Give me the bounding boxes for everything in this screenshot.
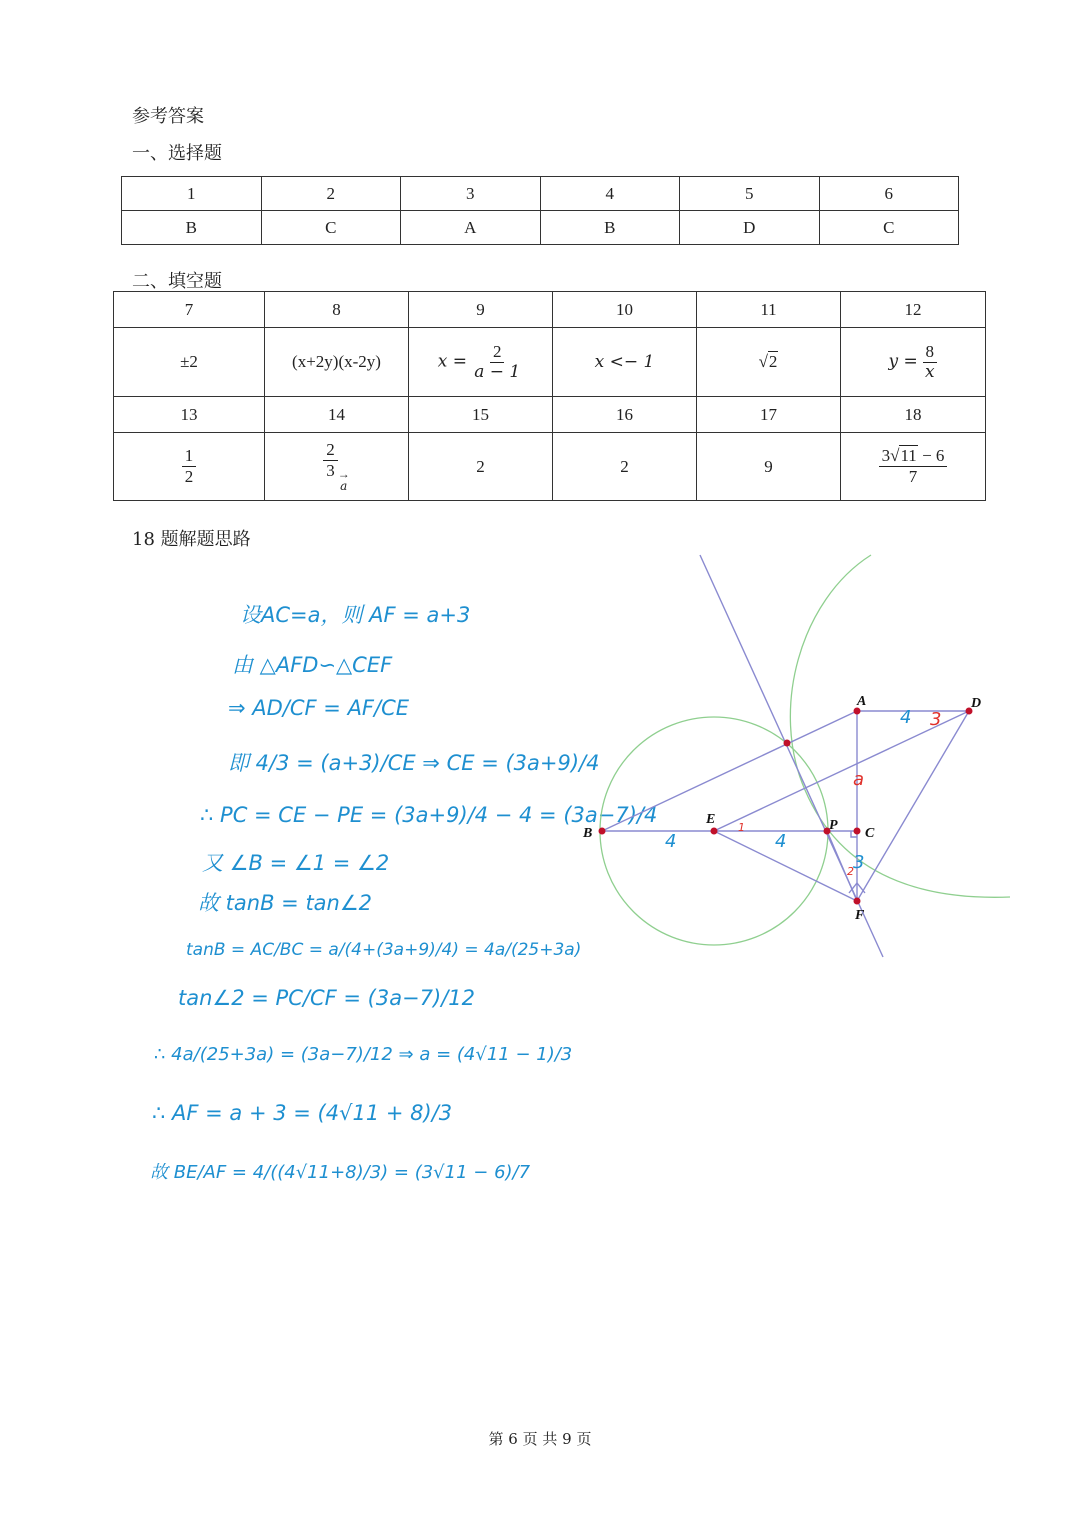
hw-line: ∴ PC = CE − PE = (3a+9)/4 − 4 = (3a−7)/4 [200, 803, 658, 827]
length-label-CF: 3 [853, 852, 865, 873]
fraction [182, 447, 197, 486]
question-number: 4 [540, 177, 680, 211]
point-intersection [784, 740, 791, 747]
length-label-AC: a [853, 769, 865, 790]
answer-cell [697, 328, 841, 397]
numerator-tail: − 6 [917, 446, 945, 466]
question-number: 8 [265, 292, 409, 328]
section-heading-fill: 二、填空题 [132, 271, 222, 292]
answer-cell [841, 328, 986, 397]
answer-cell: B [540, 211, 680, 245]
question-number: 10 [553, 292, 697, 328]
question-number: 14 [265, 397, 409, 433]
answer-cell: 2 [409, 433, 553, 501]
label-P: P [829, 818, 838, 833]
answer-cell: (x+2y)(x-2y) [265, 328, 409, 397]
answer-cell: 2 [553, 433, 697, 501]
answer-cell: C [819, 211, 959, 245]
question-number: 5 [680, 177, 820, 211]
question-number: 6 [819, 177, 959, 211]
label-B: B [583, 826, 593, 841]
denominator: 3 [326, 460, 335, 480]
segment-DF [857, 711, 969, 901]
handwritten-solution [140, 590, 658, 1230]
math-lhs: y = [888, 350, 918, 371]
answer-cell: B [122, 211, 262, 245]
vector-a [338, 468, 350, 492]
question-number: 7 [114, 292, 265, 328]
answer-cell [409, 328, 553, 397]
answer-cell: A [401, 211, 541, 245]
question-number: 2 [261, 177, 401, 211]
solution-heading: 18 题解题思路 [132, 529, 251, 550]
hw-line: 故 BE/AF = 4/((4√11+8)/3) = (3√11 − 6)/7 [150, 1162, 531, 1183]
label-D: D [971, 696, 982, 711]
question-number: 16 [553, 397, 697, 433]
label-A: A [857, 694, 867, 709]
vector-letter: a [340, 479, 348, 494]
label-E: E [706, 812, 716, 827]
denominator: 2 [184, 467, 194, 486]
question-number: 1 [122, 177, 262, 211]
length-label-BE: 4 [665, 831, 677, 852]
answer-cell: 9 [697, 433, 841, 501]
point-C [854, 828, 861, 835]
hw-line: 由 △AFD∽△CEF [232, 653, 393, 677]
coefficient: 3 [881, 446, 891, 466]
question-number: 12 [841, 292, 986, 328]
section-heading-choice: 一、选择题 [132, 143, 222, 164]
numerator: 2 [323, 441, 338, 461]
fraction [922, 343, 938, 382]
vector-arrow-icon: → [337, 467, 350, 482]
angle-label-1: 1 [738, 821, 745, 834]
answer-cell [114, 433, 265, 501]
segment-BA [602, 711, 857, 831]
math-lhs: x = [437, 350, 467, 371]
numerator [879, 447, 948, 467]
label-C: C [865, 826, 875, 841]
question-number: 17 [697, 397, 841, 433]
numerator: 8 [923, 343, 938, 363]
fraction [879, 447, 948, 486]
point-E [711, 828, 718, 835]
denominator: 7 [908, 467, 918, 486]
hw-line: 设AC=a，则 AF = a+3 [240, 603, 471, 627]
label-F: F [855, 908, 865, 923]
page-title: 参考答案 [132, 106, 204, 127]
denominator: a − 1 [474, 361, 521, 382]
answer-cell [265, 433, 409, 501]
question-number: 18 [841, 397, 986, 433]
numerator: 1 [182, 447, 197, 467]
hw-line: 即 4/3 = (a+3)/CE ⇒ CE = (3a+9)/4 [228, 751, 600, 775]
question-number: 9 [409, 292, 553, 328]
sqrt-symbol: √ [890, 446, 900, 466]
question-number: 13 [114, 397, 265, 433]
fraction [323, 441, 338, 480]
choice-answer-table [121, 176, 959, 245]
question-number: 15 [409, 397, 553, 433]
hw-line: 又 ∠B = ∠1 = ∠2 [202, 851, 390, 875]
answer-cell [841, 433, 986, 501]
hw-line: tanB = AC/BC = a/(4+(3a+9)/4) = 4a/(25+3a) [186, 940, 582, 960]
radicand: 11 [900, 446, 917, 466]
point-B [599, 828, 606, 835]
answer-cell: ±2 [114, 328, 265, 397]
geometry-diagram [575, 545, 1015, 965]
point-F [854, 898, 861, 905]
hw-line: ∴ 4a/(25+3a) = (3a−7)/12 ⇒ a = (4√11 − 1)/3 [154, 1044, 573, 1065]
fraction [471, 343, 523, 382]
length-label-EP: 4 [775, 831, 787, 852]
hw-line: ⇒ AD/CF = AF/CE [228, 696, 410, 720]
fill-answer-table [113, 291, 986, 501]
hw-line: ∴ AF = a + 3 = (4√11 + 8)/3 [152, 1101, 453, 1125]
hw-line: 故 tanB = tan∠2 [198, 891, 373, 915]
length-label-AD-4: 4 [900, 707, 912, 728]
sqrt-symbol: √ [758, 352, 768, 371]
question-number: 11 [697, 292, 841, 328]
denominator: x [924, 361, 935, 382]
hw-line: tan∠2 = PC/CF = (3a−7)/12 [178, 986, 476, 1010]
length-label-AD-3: 3 [930, 709, 942, 730]
answer-cell: C [261, 211, 401, 245]
radicand: 2 [768, 352, 778, 371]
angle-label-2: 2 [847, 865, 854, 878]
answer-cell: D [680, 211, 820, 245]
page-footer: 第 6 页 共 9 页 [488, 1430, 592, 1448]
answer-cell: x <− 1 [553, 328, 697, 397]
numerator: 2 [490, 343, 505, 363]
question-number: 3 [401, 177, 541, 211]
